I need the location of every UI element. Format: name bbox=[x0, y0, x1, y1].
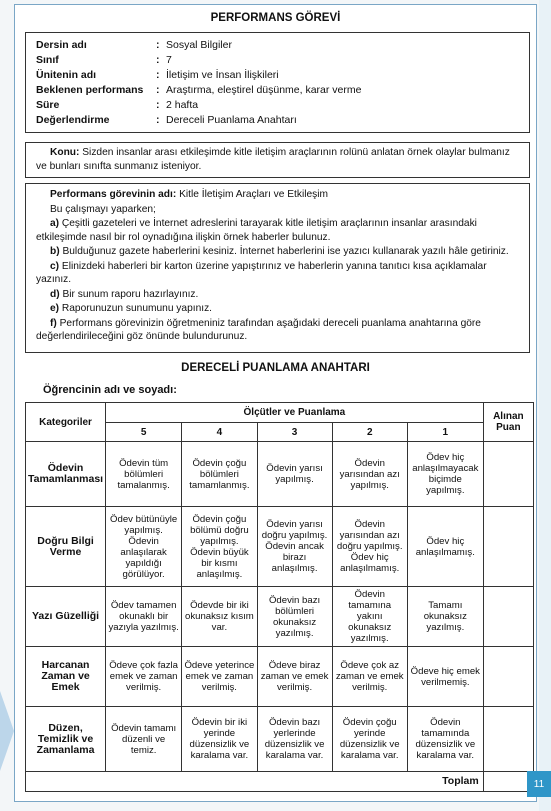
rubric-title: DERECELİ PUANLAMA ANAHTARI bbox=[181, 362, 370, 374]
task-name: Kitle İletişim Araçları ve Etkileşim bbox=[179, 189, 328, 200]
task-step-text: Bir sunum raporu hazırlayınız. bbox=[62, 288, 199, 300]
rubric-row bbox=[26, 587, 534, 647]
rubric-cell: Ödevin yarısından azı doğru yapılmış. Ödev hiç anlaşılmamış. bbox=[332, 507, 407, 587]
task-step-text: Elinizdeki haberleri bir karton üzerine yapıştırınız ve haberlerin yanına tanıtıcı kısa açıklamalar yazınız. bbox=[36, 260, 487, 285]
rubric-cell: Ödeve hiç emek verilmemiş. bbox=[407, 647, 483, 707]
rubric-category: Ödevin Tamamlanması bbox=[26, 442, 106, 507]
info-value: İletişim ve İnsan İlişkileri bbox=[166, 69, 279, 81]
task-step bbox=[36, 260, 521, 287]
level-header-2: 2 bbox=[332, 423, 407, 442]
rubric-cell: Ödevin tamamında düzensizlik ve karalama var. bbox=[407, 707, 483, 772]
rubric-cell: Ödevin çoğu yerinde düzensizlik ve karalama var. bbox=[332, 707, 407, 772]
task-step bbox=[36, 302, 521, 316]
info-value: Araştırma, eleştirel düşünme, karar verme bbox=[166, 84, 362, 96]
info-colon: : bbox=[156, 114, 160, 126]
task-step bbox=[36, 288, 521, 302]
info-value: 7 bbox=[166, 54, 172, 66]
task-step-letter: f) bbox=[50, 317, 57, 329]
rubric-cell: Ödevin tamamına yakını okunaksız yazılmış. bbox=[332, 587, 407, 647]
info-row bbox=[36, 113, 529, 128]
level-header-4: 4 bbox=[182, 423, 257, 442]
task-step-letter: e) bbox=[50, 303, 60, 314]
decorative-triangle bbox=[0, 691, 14, 771]
topic-text: Sizden insanlar arası etkileşimde kitle iletişim araçlarının rolünü anlatan örnek olaylar bulmanız ve bunları sınıfta sunmanız isteniyor. bbox=[36, 147, 510, 172]
total-score-cell bbox=[483, 772, 533, 792]
rubric-row bbox=[26, 647, 534, 707]
student-name-label: Öğrencinin adı ve soyadı: bbox=[43, 384, 177, 396]
rubric-row bbox=[26, 507, 534, 587]
info-value: Sosyal Bilgiler bbox=[166, 39, 232, 51]
page-number: 11 bbox=[527, 771, 551, 797]
info-key: Dersin adı bbox=[36, 39, 87, 51]
info-key: Sınıf bbox=[36, 54, 59, 66]
level-header-5: 5 bbox=[106, 423, 182, 442]
task-step-letter: a) bbox=[50, 218, 60, 229]
info-colon: : bbox=[156, 99, 160, 111]
rubric-cell: Ödevin tamamı düzenli ve temiz. bbox=[106, 707, 182, 772]
info-key: Ünitenin adı bbox=[36, 69, 97, 81]
task-step-letter: c) bbox=[50, 260, 60, 272]
level-header-1: 1 bbox=[407, 423, 483, 442]
total-label: Toplam bbox=[26, 772, 484, 792]
rubric-cell: Ödevin çoğu bölümü doğru yapılmış. Ödevin büyük bir kısmı anlaşılmış. bbox=[182, 507, 257, 587]
rubric-cell: Ödeve yeterince emek ve zaman verilmiş. bbox=[182, 647, 257, 707]
rubric-category: Yazı Güzelliği bbox=[26, 587, 106, 647]
info-key: Değerlendirme bbox=[36, 114, 110, 126]
rubric-cell: Ödevin yarısından azı yapılmış. bbox=[332, 442, 407, 507]
info-row bbox=[36, 68, 529, 83]
info-row bbox=[36, 38, 529, 53]
info-colon: : bbox=[156, 84, 160, 96]
task-step-text: Performans görevinizin öğretmeniniz tarafından aşağıdaki dereceli puanlama anahtarına göre değerlendirileceğini göz önünde bulundurunuz. bbox=[36, 317, 481, 342]
rubric-cell: Ödevin yarısı yapılmış. bbox=[257, 442, 332, 507]
header-criteria: Ölçütler ve Puanlama bbox=[106, 403, 484, 423]
topic-label: Konu: bbox=[50, 147, 80, 158]
info-colon: : bbox=[156, 54, 160, 66]
rubric-cell: Tamamı okunaksız yazılmış. bbox=[407, 587, 483, 647]
score-cell bbox=[483, 587, 533, 647]
info-list bbox=[36, 38, 529, 128]
task-step-text: Bulduğunuz gazete haberlerini kesiniz. İnternet haberlerini ise yazıcı kullanarak yazılı hâle getiriniz. bbox=[62, 246, 509, 257]
topic-box bbox=[25, 142, 530, 178]
rubric-cell: Ödevin çoğu bölümleri tamamlanmış. bbox=[182, 442, 257, 507]
rubric-cell: Ödev tamamen okunaklı bir yazıyla yazılmış. bbox=[106, 587, 182, 647]
task-step bbox=[36, 317, 521, 344]
info-row bbox=[36, 83, 529, 98]
task-step-text: Raporunuzun sunumunu yapınız. bbox=[61, 303, 212, 314]
rubric-row bbox=[26, 707, 534, 772]
info-colon: : bbox=[156, 39, 160, 51]
task-name-label: Performans görevinin adı: bbox=[50, 189, 177, 200]
task-step-letter: b) bbox=[50, 246, 60, 257]
info-row bbox=[36, 53, 529, 68]
level-header-3: 3 bbox=[257, 423, 332, 442]
info-box bbox=[25, 32, 530, 133]
info-value: 2 hafta bbox=[166, 99, 199, 111]
task-steps bbox=[36, 217, 521, 344]
info-colon: : bbox=[156, 69, 160, 81]
header-categories: Kategoriler bbox=[26, 403, 106, 442]
task-step-text: Çeşitli gazeteleri ve İnternet adreslerini tarayarak kitle iletişim araçlarının insanlar arasındaki etkileşimde nasıl bir rol oynadığına ilişkin örnek haberler bulunuz. bbox=[36, 218, 477, 243]
score-cell bbox=[483, 507, 533, 587]
rubric-cell: Ödeve çok az zaman ve emek verilmiş. bbox=[332, 647, 407, 707]
rubric-category: Düzen, Temizlik ve Zamanlama bbox=[26, 707, 106, 772]
task-box bbox=[25, 183, 530, 353]
task-step bbox=[36, 217, 521, 244]
task-step bbox=[36, 245, 521, 259]
rubric-cell: Ödevin bir iki yerinde düzensizlik ve karalama var. bbox=[182, 707, 257, 772]
rubric-cell: Ödeve biraz zaman ve emek verilmiş. bbox=[257, 647, 332, 707]
rubric-cell: Ödev hiç anlaşılmayacak biçimde yapılmış. bbox=[407, 442, 483, 507]
info-key: Süre bbox=[36, 99, 60, 111]
rubric-cell: Ödevde bir iki okunaksız kısım var. bbox=[182, 587, 257, 647]
page-title: PERFORMANS GÖREVİ bbox=[210, 12, 341, 24]
rubric-cell: Ödevin tüm bölümleri tamalanmış. bbox=[106, 442, 182, 507]
rubric-cell: Ödev hiç anlaşılmamış. bbox=[407, 507, 483, 587]
score-cell bbox=[483, 647, 533, 707]
rubric-cell: Ödevin bazı yerlerinde düzensizlik ve karalama var. bbox=[257, 707, 332, 772]
rubric-cell: Ödevin yarısı doğru yapılmış. Ödevin ancak birazı anlaşılmış. bbox=[257, 507, 332, 587]
task-step-letter: d) bbox=[50, 288, 60, 300]
info-row bbox=[36, 98, 529, 113]
score-cell bbox=[483, 707, 533, 772]
score-cell bbox=[483, 442, 533, 507]
rubric-cell: Ödevin bazı bölümleri okunaksız yazılmış. bbox=[257, 587, 332, 647]
page-edge-strip bbox=[539, 0, 551, 811]
rubric-cell: Ödeve çok fazla emek ve zaman verilmiş. bbox=[106, 647, 182, 707]
rubric-cell: Ödev bütünüyle yapılmış. Ödevin anlaşılarak yapıldığı görülüyor. bbox=[106, 507, 182, 587]
task-intro: Bu çalışmayı yaparken; bbox=[50, 203, 156, 215]
rubric-row bbox=[26, 442, 534, 507]
info-value: Dereceli Puanlama Anahtarı bbox=[166, 114, 297, 126]
rubric-table bbox=[25, 402, 534, 792]
worksheet-page bbox=[14, 4, 537, 802]
info-key: Beklenen performans bbox=[36, 84, 144, 96]
rubric-category: Harcanan Zaman ve Emek bbox=[26, 647, 106, 707]
header-score: Alınan Puan bbox=[483, 403, 533, 442]
rubric-category: Doğru Bilgi Verme bbox=[26, 507, 106, 587]
